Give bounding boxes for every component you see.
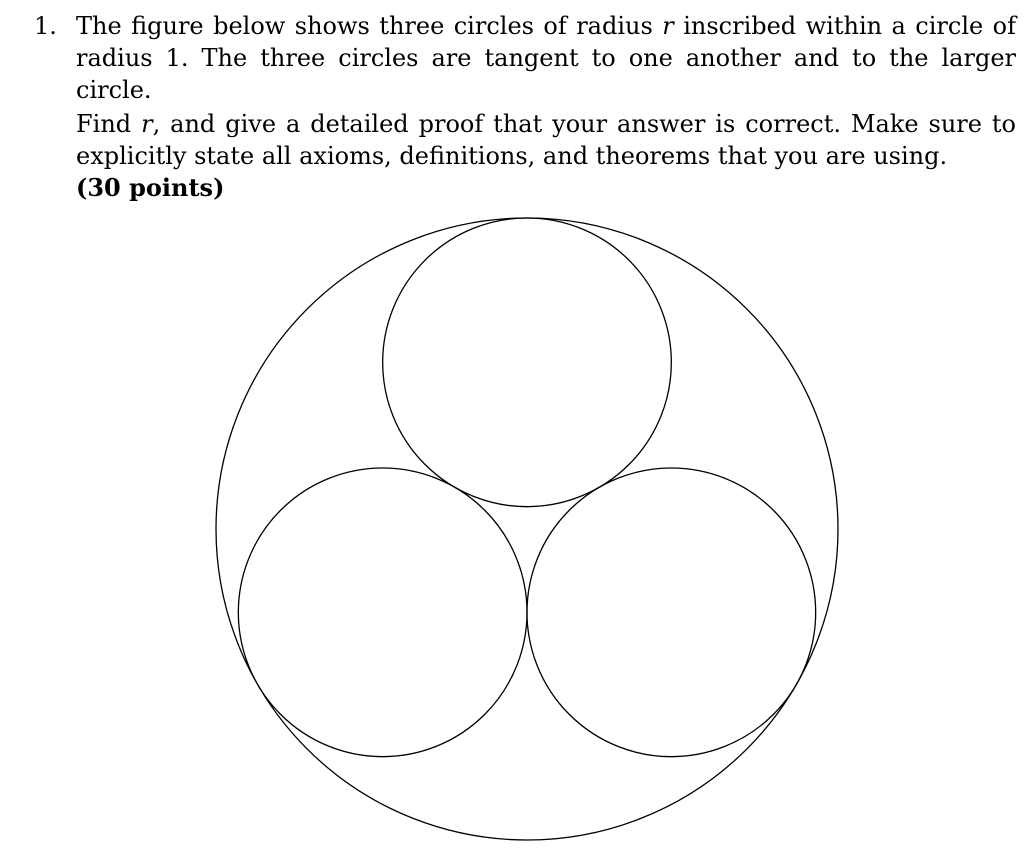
inner-circle-bottom-right xyxy=(527,468,816,757)
inner-circle-top xyxy=(383,218,672,507)
inner-circle-bottom-left xyxy=(238,468,527,757)
points-label: (30 points) xyxy=(76,173,225,202)
task-text-2: , and give a detailed proof that your answer is correct. Make sure to explicitly state all axioms, definitions, and theorems that you are using. xyxy=(76,110,1016,170)
outer-circle xyxy=(216,218,838,840)
statement-text-2: inscribed within a circle of radius 1. The three circles are tangent to one another and to the larger circle. xyxy=(76,12,1016,104)
task-text-1: Find xyxy=(76,110,142,138)
problem-number: 1. xyxy=(34,12,57,40)
statement-variable-r: r xyxy=(662,12,674,40)
task-variable-r: r xyxy=(141,110,153,138)
statement-text-1: The figure below shows three circles of radius xyxy=(76,12,663,40)
